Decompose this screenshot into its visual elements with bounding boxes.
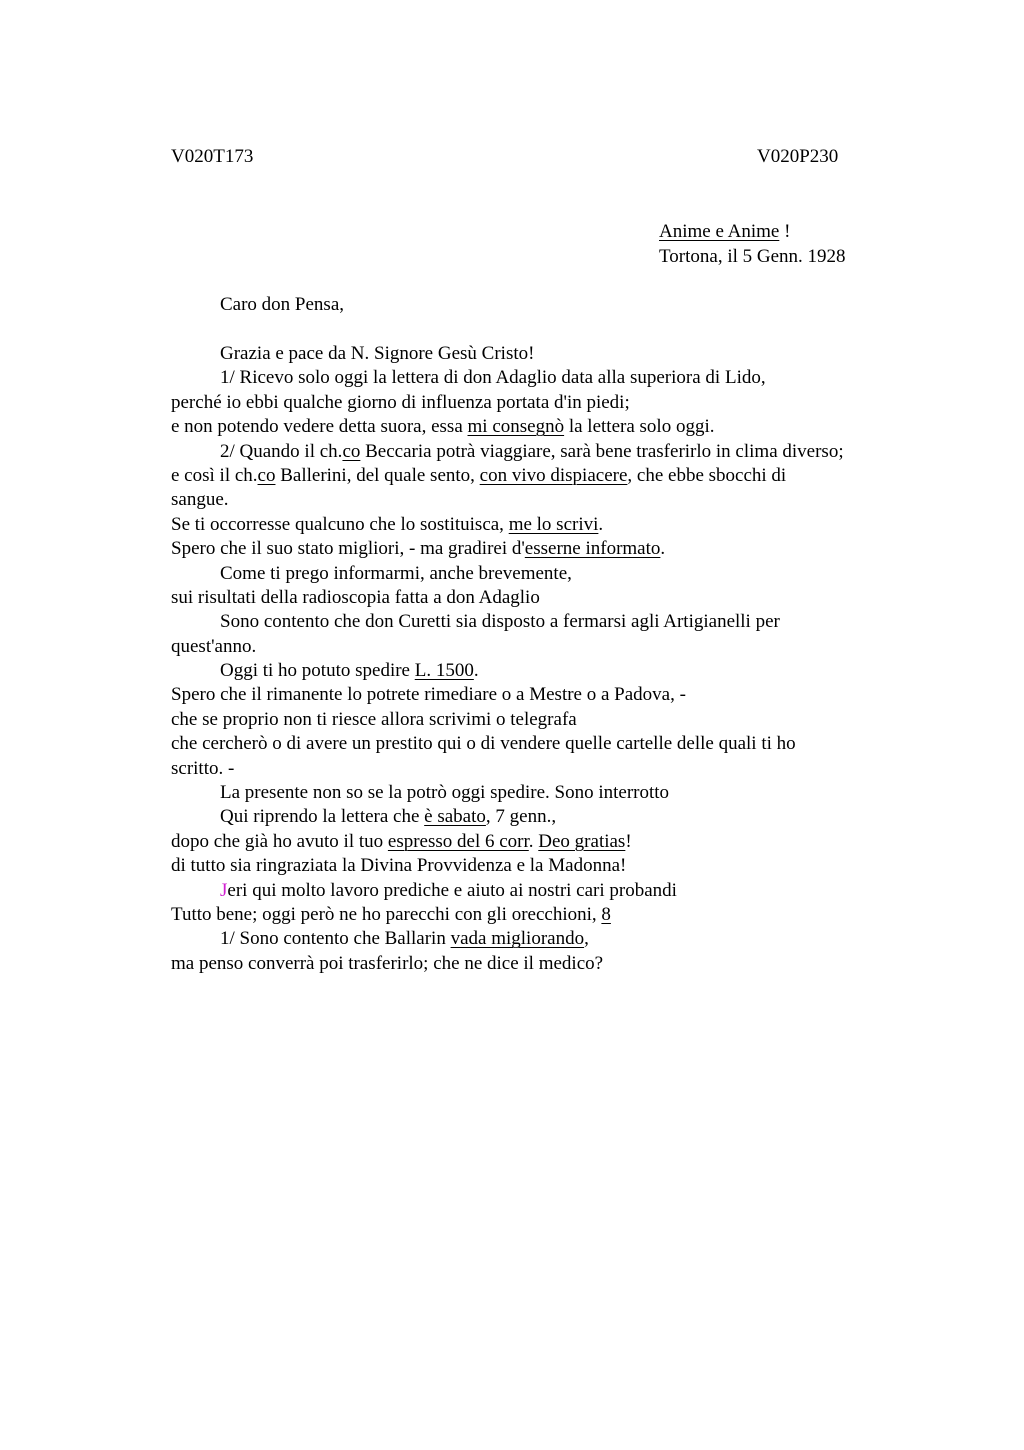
text-span: , che ebbe sbocchi di [627, 464, 787, 486]
underlined-text: L. 1500 [414, 660, 474, 682]
letter-heading [659, 220, 846, 269]
text-span: eri qui molto lavoro prediche e aiuto ai nostri cari probandi [227, 879, 677, 901]
text-span: Oggi ti ho potuto spedire [220, 660, 415, 682]
text-line: Come ti prego informarmi, anche brevemente, [220, 562, 572, 584]
underlined-text: esserne informato [524, 538, 661, 560]
text-line [171, 879, 931, 903]
text-line: perché io ebbi qualche giorno di influenza portata d'in piedi; [171, 391, 630, 413]
motto-suffix: ! [779, 221, 791, 242]
document-code-left: V020T173 [171, 146, 254, 167]
text-line: che cercherò o di avere un prestito qui o di vendere quelle cartelle delle quali ti ho [171, 733, 796, 755]
text-line: quest'anno. [171, 635, 257, 657]
text-line: ma penso converrà poi trasferirlo; che ne dice il medico? [171, 952, 604, 974]
letter-body [171, 342, 931, 976]
text-span: 1/ Sono contento che Ballarin [220, 928, 451, 950]
text-span: Spero che il suo stato migliori, - ma gradirei d' [171, 538, 525, 560]
text-span: , [584, 928, 589, 950]
text-line: 1/ Ricevo solo oggi la lettera di don Adaglio data alla superiora di Lido, [220, 367, 766, 389]
text-span: e così il ch. [171, 464, 258, 486]
underlined-text: espresso del 6 corr [387, 830, 529, 852]
underlined-text: co [257, 464, 276, 486]
text-line: sui risultati della radioscopia fatta a don Adaglio [171, 586, 540, 608]
text-span: , 7 genn., [485, 806, 557, 828]
underlined-text: mi consegnò [467, 416, 565, 438]
highlighted-letter: J [220, 879, 228, 901]
text-line: di tutto sia ringraziata la Divina Provvidenza e la Madonna! [171, 855, 627, 877]
text-line [171, 537, 931, 561]
underlined-text: 8 [601, 903, 611, 925]
underlined-text: vada migliorando [450, 928, 585, 950]
text-line [171, 513, 931, 537]
text-span: . [598, 513, 604, 535]
text-line [171, 415, 931, 439]
place-date: Tortona, il 5 Genn. 1928 [659, 245, 846, 267]
text-line: Grazia e pace da N. Signore Gesù Cristo! [220, 343, 535, 364]
motto: Anime e Anime [659, 221, 780, 242]
text-span: 2/ Quando il ch. [220, 440, 343, 462]
text-span: e non potendo vedere detta suora, essa [171, 416, 468, 438]
underlined-text: con vivo dispiacere [479, 464, 628, 486]
motto-line [659, 220, 846, 245]
text-line [171, 830, 931, 854]
text-line [171, 464, 931, 488]
text-line [171, 440, 931, 464]
underlined-text: è sabato [424, 806, 486, 828]
text-span: Ballerini, del quale sento, [275, 464, 480, 486]
text-span: dopo che già ho avuto il tuo [171, 830, 388, 852]
text-line [171, 927, 931, 951]
text-line: Sono contento che don Curetti sia disposto a fermarsi agli Artigianelli per [220, 611, 780, 633]
text-line [171, 659, 931, 683]
text-span: ! [625, 830, 632, 852]
text-line: che se proprio non ti riesce allora scrivimi o telegrafa [171, 708, 577, 730]
document-code-right: V020P230 [757, 146, 839, 167]
text-line: Spero che il rimanente lo potrete rimediare o a Mestre o a Padova, - [171, 684, 686, 706]
text-span: . [660, 538, 666, 560]
text-line: La presente non so se la potrò oggi spedire. Sono interrotto [220, 782, 670, 804]
text-span: . [528, 830, 539, 852]
text-span: . [473, 660, 479, 682]
text-line [171, 903, 931, 927]
text-span: la lettera solo oggi. [564, 416, 715, 438]
text-line: sangue. [171, 489, 229, 511]
text-span: Qui riprendo la lettera che [220, 806, 425, 828]
text-span: Beccaria potrà viaggiare, sarà bene trasferirlo in clima diverso; [360, 440, 844, 462]
underlined-text: me lo scrivi [508, 513, 599, 535]
text-line: scritto. - [171, 757, 235, 779]
text-span: Se ti occorresse qualcuno che lo sostituisca, [171, 513, 509, 535]
salutation: Caro don Pensa, [220, 294, 345, 315]
underlined-text: co [342, 440, 361, 462]
underlined-text: Deo gratias [538, 830, 626, 852]
text-span: Tutto bene; oggi però ne ho parecchi con gli orecchioni, [171, 903, 602, 925]
text-line [171, 805, 931, 829]
